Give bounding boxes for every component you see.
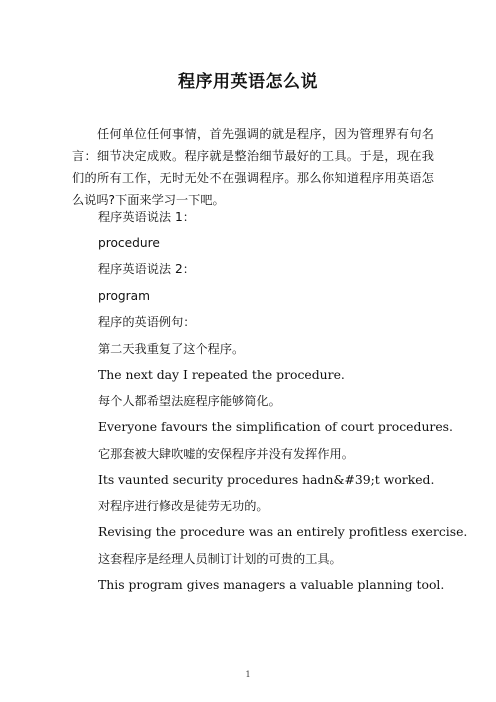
example-4-chinese: 对程序进行修改是徒劳无功的。 (98, 499, 269, 513)
method-1-label: 程序英语说法 1： (98, 210, 195, 224)
example-3-chinese: 它那套被大肆吹嘘的安保程序并没有发挥作用。 (98, 447, 354, 461)
method-1-word: procedure (98, 236, 160, 250)
example-2-chinese: 每个人都希望法庭程序能够简化。 (98, 394, 281, 408)
example-1-english: The next day I repeated the procedure. (98, 367, 345, 382)
intro-paragraph: 任何单位任何事情，首先强调的就是程序，因为管理界有句名言：细节决定成败。程序就是整治细节最好的工具。于是，现在我们的所有工作，无时无处不在强调程序。那么你知道程序用英语怎么说吗?下面来学习一下吧。 (72, 127, 434, 207)
example-1-chinese: 第二天我重复了这个程序。 (98, 342, 245, 356)
example-5-english: This program gives managers a valuable planning tool. (98, 577, 445, 592)
document-title: 程序用英语怎么说 (178, 72, 318, 92)
example-4-english: Revising the procedure was an entirely profitless exercise. (98, 524, 468, 539)
page-number: 1 (245, 670, 251, 679)
example-2-english: Everyone favours the simplification of court procedures. (98, 419, 453, 434)
method-2-word: program (98, 289, 151, 303)
example-3-english: Its vaunted security procedures hadn&#39;t worked. (98, 472, 435, 487)
example-5-chinese: 这套程序是经理人员制订计划的可贵的工具。 (98, 552, 342, 566)
examples-heading: 程序的英语例句： (98, 315, 196, 329)
method-2-label: 程序英语说法 2： (98, 262, 195, 276)
